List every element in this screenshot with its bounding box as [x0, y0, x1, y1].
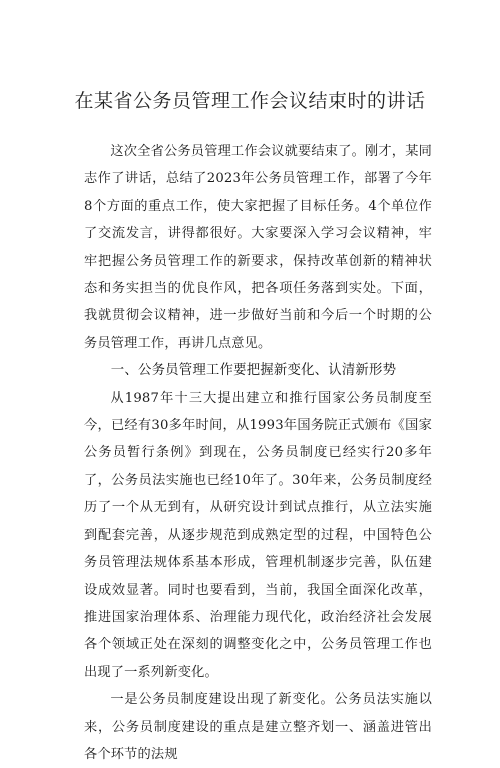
section-paragraph: 一是公务员制度建设出现了新变化。公务员法实施以来，公务员制度建设的重点是建立整齐划一、涵盖进管出各个环节的法规 [84, 692, 432, 762]
document-body [84, 138, 432, 768]
document-title: 在某省公务员管理工作会议结束时的讲话 [74, 90, 426, 112]
intro-paragraph: 这次全省公务员管理工作会议就要结束了。刚才，某同志作了讲话，总结了2023年公务员管理工作，部署了今年8个方面的重点工作，使大家把握了目标任务。4个单位作了交流发言，讲得都很好。大家要深入学习会议精神，牢牢把握公务员管理工作的新要求，保持改革创新的精神状态和务实担当的优良作风，把各项任务落到实处。下面，我就贯彻会议精神，进一步做好当前和今后一个时期的公务员管理工作，再讲几点意见。 [84, 144, 432, 351]
section-heading: 一、公务员管理工作要把握新变化、认清新形势 [110, 363, 397, 379]
section-paragraph: 从1987年十三大提出建立和推行国家公务员制度至今，已经有30多年时间，从1993年国务院正式颁布《国家公务员暂行条例》到现在，公务员制度已经实行20多年了，公务员法实施也已经10年了。30年来，公务员制度经历了一个从无到有，从研究设计到试点推行，从立法实施到配套完善，从逐步规范到成熟定型的过程，中国特色公务员管理法规体系基本形成，管理机制逐步完善，队伍建设成效显著。同时也要看到，当前，我国全面深化改革，推进国家治理体系、治理能力现代化，政治经济社会发展各个领域正处在深刻的调整变化之中，公务员管理工作也出现了一系列新变化。 [84, 390, 432, 680]
